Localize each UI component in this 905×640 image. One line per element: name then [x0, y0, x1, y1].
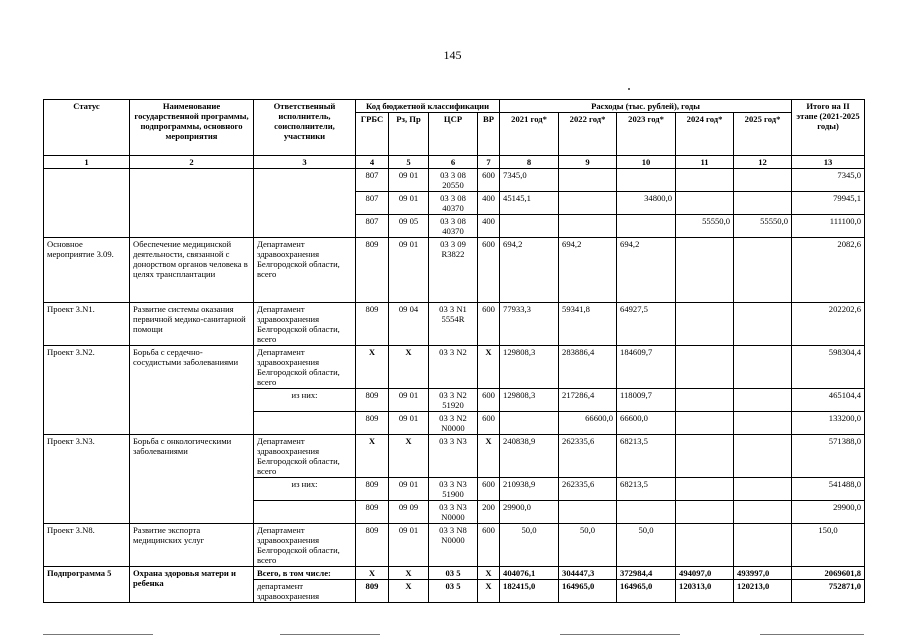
cell-total: 465104,4: [792, 389, 865, 412]
cell-status: Подпрограмма 5: [44, 567, 130, 603]
cell-vr: X: [478, 567, 500, 580]
cell-vr: 600: [478, 524, 500, 567]
cell-total: 7345,0: [792, 169, 865, 192]
table-row: [44, 524, 865, 567]
cell-rzpr: 09 01: [389, 524, 429, 567]
cell-grbs: 809: [356, 580, 389, 603]
cell-vr: X: [478, 346, 500, 389]
cell-vr: X: [478, 435, 500, 478]
cell-2025: 55550,0: [734, 215, 792, 238]
cell-2023: 164965,0: [617, 580, 676, 603]
cell-grbs: 809: [356, 524, 389, 567]
cell-name: Развитие системы оказания первичной медико-санитарной помощи: [130, 303, 254, 346]
cell-2024: [676, 303, 734, 346]
header-2024: 2024 год*: [676, 113, 734, 156]
scan-speck: [628, 88, 630, 90]
cell-2023: [617, 169, 676, 192]
cell-rzpr: 09 01: [389, 192, 429, 215]
cell-responsible: из них:: [254, 389, 356, 412]
cell-2025: [734, 169, 792, 192]
column-index: 6: [429, 156, 478, 169]
cell-grbs: 807: [356, 215, 389, 238]
column-index: 11: [676, 156, 734, 169]
cell-2021: [500, 215, 559, 238]
cell-2023: 372984,4: [617, 567, 676, 580]
cell-vr: 400: [478, 192, 500, 215]
cell-2022: 217286,4: [559, 389, 617, 412]
column-index: 3: [254, 156, 356, 169]
cell-total: 133200,0: [792, 412, 865, 435]
cell-2023: 34800,0: [617, 192, 676, 215]
cell-rzpr: 09 05: [389, 215, 429, 238]
cell-2022: 694,2: [559, 238, 617, 303]
cell-2023: 184609,7: [617, 346, 676, 389]
cell-2025: [734, 346, 792, 389]
cell-2022: 262335,6: [559, 435, 617, 478]
header-status: Статус: [44, 100, 130, 156]
cell-2024: [676, 346, 734, 389]
cell-responsible: Департамент здравоохранения Белгородской области, всего: [254, 238, 356, 303]
cell-status: Проект 3.N1.: [44, 303, 130, 346]
cell-responsible: Департамент здравоохранения Белгородской области, всего: [254, 303, 356, 346]
cell-grbs: X: [356, 567, 389, 580]
cell-vr: 400: [478, 215, 500, 238]
column-index-row: [44, 156, 865, 169]
cell-responsible: [254, 501, 356, 524]
cell-2021: [500, 412, 559, 435]
cell-status: Проект 3.N2.: [44, 346, 130, 435]
header-2021: 2021 год*: [500, 113, 559, 156]
cell-name: Охрана здоровья матери и ребенка: [130, 567, 254, 603]
cell-2021: 182415,0: [500, 580, 559, 603]
header-total: Итого на II этапе (2021-2025 годы): [792, 100, 865, 156]
cell-2022: 59341,8: [559, 303, 617, 346]
cell-2021: 240838,9: [500, 435, 559, 478]
header-kbk-group: Код бюджетной классификации: [356, 100, 500, 113]
cell-grbs: 809: [356, 501, 389, 524]
cell-2023: [617, 215, 676, 238]
cell-2023: 66600,0: [617, 412, 676, 435]
cell-2022: [559, 169, 617, 192]
header-2023: 2023 год*: [617, 113, 676, 156]
header-grbs: ГРБС: [356, 113, 389, 156]
cell-csr: 03 3 08 20550: [429, 169, 478, 192]
cell-total: 202202,6: [792, 303, 865, 346]
table-row: [44, 303, 865, 346]
cell-total: 571388,0: [792, 435, 865, 478]
budget-table: [43, 99, 865, 603]
cell-status: Проект 3.N3.: [44, 435, 130, 524]
cell-total: 79945,1: [792, 192, 865, 215]
page-edge-line: [560, 634, 680, 635]
column-index: 7: [478, 156, 500, 169]
cell-total: 111100,0: [792, 215, 865, 238]
cell-grbs: 807: [356, 169, 389, 192]
cell-2021: 7345,0: [500, 169, 559, 192]
header-2025: 2025 год*: [734, 113, 792, 156]
cell-rzpr: X: [389, 567, 429, 580]
cell-grbs: 809: [356, 478, 389, 501]
header-name: Наименование государственной программы, подпрограммы, основного мероприятия: [130, 100, 254, 156]
cell-rzpr: X: [389, 435, 429, 478]
cell-2022: 164965,0: [559, 580, 617, 603]
cell-status: Основное мероприятие 3.09.: [44, 238, 130, 303]
cell-2024: [676, 435, 734, 478]
cell-csr: 03 3 09 R3822: [429, 238, 478, 303]
cell-vr: 600: [478, 303, 500, 346]
cell-rzpr: 09 01: [389, 412, 429, 435]
cell-2021: 129808,3: [500, 389, 559, 412]
column-index: 13: [792, 156, 865, 169]
cell-2022: [559, 215, 617, 238]
cell-2024: [676, 169, 734, 192]
cell-csr: 03 3 08 40370: [429, 192, 478, 215]
table-row: [44, 169, 865, 192]
cell-vr: 600: [478, 389, 500, 412]
cell-2025: [734, 412, 792, 435]
cell-2023: 694,2: [617, 238, 676, 303]
cell-name: Обеспечение медицинской деятельности, связанной с донорством органов человека в целях трансплантации: [130, 238, 254, 303]
cell-grbs: 809: [356, 389, 389, 412]
cell-2022: 283886,4: [559, 346, 617, 389]
table-row: [44, 435, 865, 478]
cell-2024: [676, 501, 734, 524]
cell-2025: [734, 389, 792, 412]
cell-rzpr: X: [389, 346, 429, 389]
page-edge-line: [280, 634, 380, 635]
cell-2022: [559, 192, 617, 215]
table-row: [44, 567, 865, 580]
cell-2022: [559, 501, 617, 524]
cell-total: 752871,0: [792, 580, 865, 603]
cell-csr: 03 3 N1 5554R: [429, 303, 478, 346]
header-csr: ЦСР: [429, 113, 478, 156]
header-rzpr: Рз, Пр: [389, 113, 429, 156]
cell-2024: [676, 192, 734, 215]
cell-2023: 68213,5: [617, 435, 676, 478]
cell-2023: [617, 501, 676, 524]
cell-csr: 03 3 N2 51920: [429, 389, 478, 412]
cell-vr: X: [478, 580, 500, 603]
column-index: 5: [389, 156, 429, 169]
cell-2021: 404076,1: [500, 567, 559, 580]
column-index: 12: [734, 156, 792, 169]
cell-2025: 120213,0: [734, 580, 792, 603]
cell-rzpr: 09 01: [389, 169, 429, 192]
column-index: 10: [617, 156, 676, 169]
cell-2021: 129808,3: [500, 346, 559, 389]
cell-2025: [734, 524, 792, 567]
cell-2024: [676, 389, 734, 412]
cell-2021: 45145,1: [500, 192, 559, 215]
cell-total: 29900,0: [792, 501, 865, 524]
cell-2024: [676, 238, 734, 303]
cell-responsible: [254, 412, 356, 435]
cell-rzpr: X: [389, 580, 429, 603]
table-row: [44, 346, 865, 389]
cell-csr: 03 5: [429, 567, 478, 580]
header-responsible: Ответственный исполнитель, соисполнители, участники: [254, 100, 356, 156]
cell-name: Борьба с сердечно-сосудистыми заболеваниями: [130, 346, 254, 435]
cell-grbs: X: [356, 435, 389, 478]
cell-grbs: 809: [356, 303, 389, 346]
cell-responsible: Департамент здравоохранения Белгородской области, всего: [254, 524, 356, 567]
cell-2025: [734, 435, 792, 478]
cell-2021: 50,0: [500, 524, 559, 567]
cell-responsible: [254, 169, 356, 238]
cell-2025: 493997,0: [734, 567, 792, 580]
page-edge-line: [43, 634, 153, 635]
cell-2025: [734, 238, 792, 303]
column-index: 8: [500, 156, 559, 169]
cell-csr: 03 3 N2 N0000: [429, 412, 478, 435]
cell-2025: [734, 478, 792, 501]
cell-total: 541488,0: [792, 478, 865, 501]
cell-name: Развитие экспорта медицинских услуг: [130, 524, 254, 567]
cell-2023: 64927,5: [617, 303, 676, 346]
cell-responsible: из них:: [254, 478, 356, 501]
cell-2024: 494097,0: [676, 567, 734, 580]
cell-2024: 55550,0: [676, 215, 734, 238]
cell-2022: 50,0: [559, 524, 617, 567]
cell-status: [44, 169, 130, 238]
cell-vr: 600: [478, 169, 500, 192]
cell-csr: 03 3 N2: [429, 346, 478, 389]
column-index: 4: [356, 156, 389, 169]
cell-2021: 210938,9: [500, 478, 559, 501]
cell-2023: 50,0: [617, 524, 676, 567]
header-expenses-group: Расходы (тыс. рублей), годы: [500, 100, 792, 113]
cell-2021: 77933,3: [500, 303, 559, 346]
cell-csr: 03 3 N3 51900: [429, 478, 478, 501]
page-edge-line: [760, 634, 864, 635]
cell-csr: 03 3 N8 N0000: [429, 524, 478, 567]
cell-2022: 66600,0: [559, 412, 617, 435]
cell-rzpr: 09 09: [389, 501, 429, 524]
header-2022: 2022 год*: [559, 113, 617, 156]
cell-csr: 03 3 08 40370: [429, 215, 478, 238]
column-index: 9: [559, 156, 617, 169]
cell-status: Проект 3.N8.: [44, 524, 130, 567]
cell-vr: 600: [478, 412, 500, 435]
cell-grbs: 809: [356, 238, 389, 303]
cell-total: 2082,6: [792, 238, 865, 303]
cell-2023: 118009,7: [617, 389, 676, 412]
cell-responsible: Департамент здравоохранения Белгородской области, всего: [254, 435, 356, 478]
cell-2024: [676, 478, 734, 501]
cell-2024: 120313,0: [676, 580, 734, 603]
cell-total: 150,0: [792, 524, 865, 567]
table-row: [44, 238, 865, 303]
cell-2022: 304447,3: [559, 567, 617, 580]
cell-vr: 600: [478, 238, 500, 303]
cell-2021: 694,2: [500, 238, 559, 303]
cell-name: Борьба с онкологическими заболеваниями: [130, 435, 254, 524]
cell-responsible: Всего, в том числе:: [254, 567, 356, 580]
cell-2025: [734, 192, 792, 215]
cell-csr: 03 3 N3: [429, 435, 478, 478]
page-number: 145: [443, 48, 462, 62]
cell-responsible: Департамент здравоохранения Белгородской области, всего: [254, 346, 356, 389]
cell-rzpr: 09 04: [389, 303, 429, 346]
cell-rzpr: 09 01: [389, 238, 429, 303]
cell-grbs: 809: [356, 412, 389, 435]
cell-total: 2069601,8: [792, 567, 865, 580]
cell-total: 598304,4: [792, 346, 865, 389]
cell-csr: 03 3 N3 N0000: [429, 501, 478, 524]
cell-2021: 29900,0: [500, 501, 559, 524]
column-index: 2: [130, 156, 254, 169]
cell-name: [130, 169, 254, 238]
header-vr: ВР: [478, 113, 500, 156]
cell-2025: [734, 501, 792, 524]
cell-2024: [676, 524, 734, 567]
cell-responsible: департамент здравоохранения: [254, 580, 356, 603]
cell-rzpr: 09 01: [389, 478, 429, 501]
column-index: 1: [44, 156, 130, 169]
cell-rzpr: 09 01: [389, 389, 429, 412]
cell-2025: [734, 303, 792, 346]
cell-2024: [676, 412, 734, 435]
cell-vr: 200: [478, 501, 500, 524]
cell-vr: 600: [478, 478, 500, 501]
cell-grbs: X: [356, 346, 389, 389]
cell-2023: 68213,5: [617, 478, 676, 501]
cell-2022: 262335,6: [559, 478, 617, 501]
cell-csr: 03 5: [429, 580, 478, 603]
cell-grbs: 807: [356, 192, 389, 215]
